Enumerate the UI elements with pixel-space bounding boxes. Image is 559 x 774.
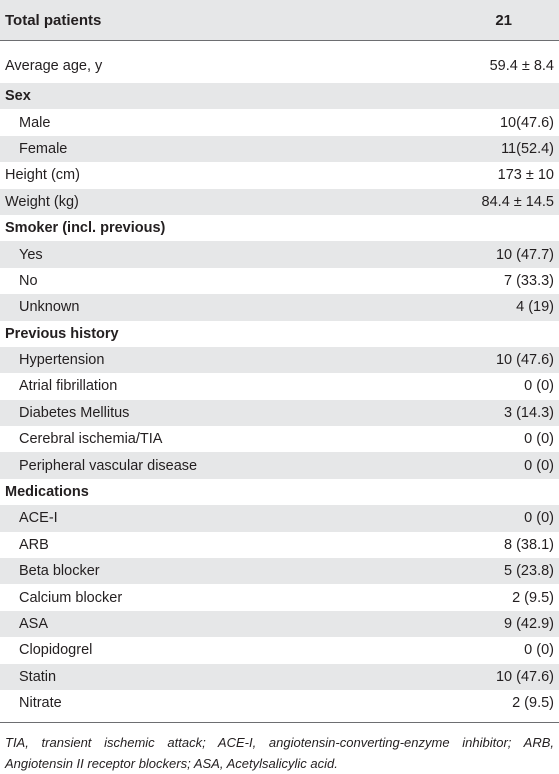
row-value: 0 (0) [524, 457, 554, 474]
row-value: 10(47.6) [499, 114, 554, 131]
row-label: Average age, y [5, 58, 103, 74]
table-row [0, 268, 559, 294]
row-value: 10 (47.6) [495, 668, 554, 685]
table-section-row [0, 83, 559, 109]
row-label: Weight (kg) [5, 193, 79, 210]
row-label: Height (cm) [5, 167, 80, 184]
header-value: 21 [495, 11, 512, 29]
row-label: Cerebral ischemia/TIA [19, 431, 163, 448]
row-label: Female [19, 140, 68, 157]
row-label: ACE-I [19, 510, 58, 527]
table-row [0, 400, 559, 426]
row-value: 3 (14.3) [504, 404, 554, 421]
row-value: 9 (42.9) [504, 616, 554, 632]
table-row [0, 347, 559, 373]
row-label: Sex [5, 88, 31, 105]
row-value: 8 (38.1) [504, 536, 554, 553]
row-label: Smoker (incl. previous) [5, 220, 166, 237]
table-row [0, 584, 559, 610]
row-label: ARB [19, 536, 49, 553]
row-label: Yes [19, 246, 43, 263]
table-row [0, 41, 559, 83]
table-row [0, 162, 559, 188]
header-label: Total patients [5, 11, 102, 29]
table-row [0, 109, 559, 135]
row-label: Calcium blocker [19, 589, 123, 606]
row-value: 7 (33.3) [504, 272, 554, 289]
table-row [0, 294, 559, 320]
row-value: 0 (0) [524, 510, 554, 527]
row-label: Male [19, 114, 51, 131]
table-row [0, 664, 559, 690]
table-row [0, 558, 559, 584]
row-label: Previous history [5, 325, 119, 342]
table-row [0, 373, 559, 399]
row-label: Diabetes Mellitus [19, 404, 130, 421]
row-value: 2 (9.5) [512, 695, 554, 712]
table-header-row [0, 0, 559, 41]
table-row [0, 532, 559, 558]
table-row [0, 189, 559, 215]
row-label: Peripheral vascular disease [19, 457, 198, 474]
row-value: 10 (47.7) [495, 246, 554, 263]
table-row [0, 611, 559, 637]
row-value: 0 (0) [524, 431, 554, 448]
row-label: No [19, 272, 38, 289]
table-row [0, 426, 559, 452]
table-footnote: TIA, transient ischemic attack; ACE-I, angiotensin-converting-enzyme inhibitor; ARB, Angiotensin II receptor blockers; ASA, Acetylsalicylic acid. [5, 735, 554, 772]
row-value: 59.4 ± 8.4 [489, 58, 554, 74]
table-row [0, 505, 559, 531]
row-label: ASA [19, 616, 49, 632]
row-label: Nitrate [19, 695, 62, 712]
row-label: Medications [5, 484, 89, 501]
table-row [0, 637, 559, 663]
row-value: 173 ± 10 [497, 167, 554, 184]
row-label: Beta blocker [19, 563, 100, 580]
row-label: Hypertension [19, 352, 105, 369]
row-value: 2 (9.5) [512, 589, 554, 606]
table-row [0, 452, 559, 478]
table-row [0, 136, 559, 162]
table-row [0, 690, 559, 716]
table-section-row [0, 479, 559, 505]
row-value: 5 (23.8) [504, 563, 554, 580]
row-label: Atrial fibrillation [19, 378, 118, 395]
row-value: 10 (47.6) [495, 352, 554, 369]
row-value: 0 (0) [524, 642, 554, 659]
row-value: 4 (19) [516, 299, 554, 316]
row-label: Statin [19, 668, 57, 685]
table-section-row [0, 215, 559, 241]
table-section-row [0, 321, 559, 347]
row-value: 84.4 ± 14.5 [481, 193, 554, 210]
row-label: Clopidogrel [19, 642, 93, 659]
row-value: 11(52.4) [501, 140, 554, 157]
row-value: 0 (0) [524, 378, 554, 395]
table-row [0, 241, 559, 267]
row-label: Unknown [19, 299, 80, 316]
table-body [0, 41, 559, 716]
